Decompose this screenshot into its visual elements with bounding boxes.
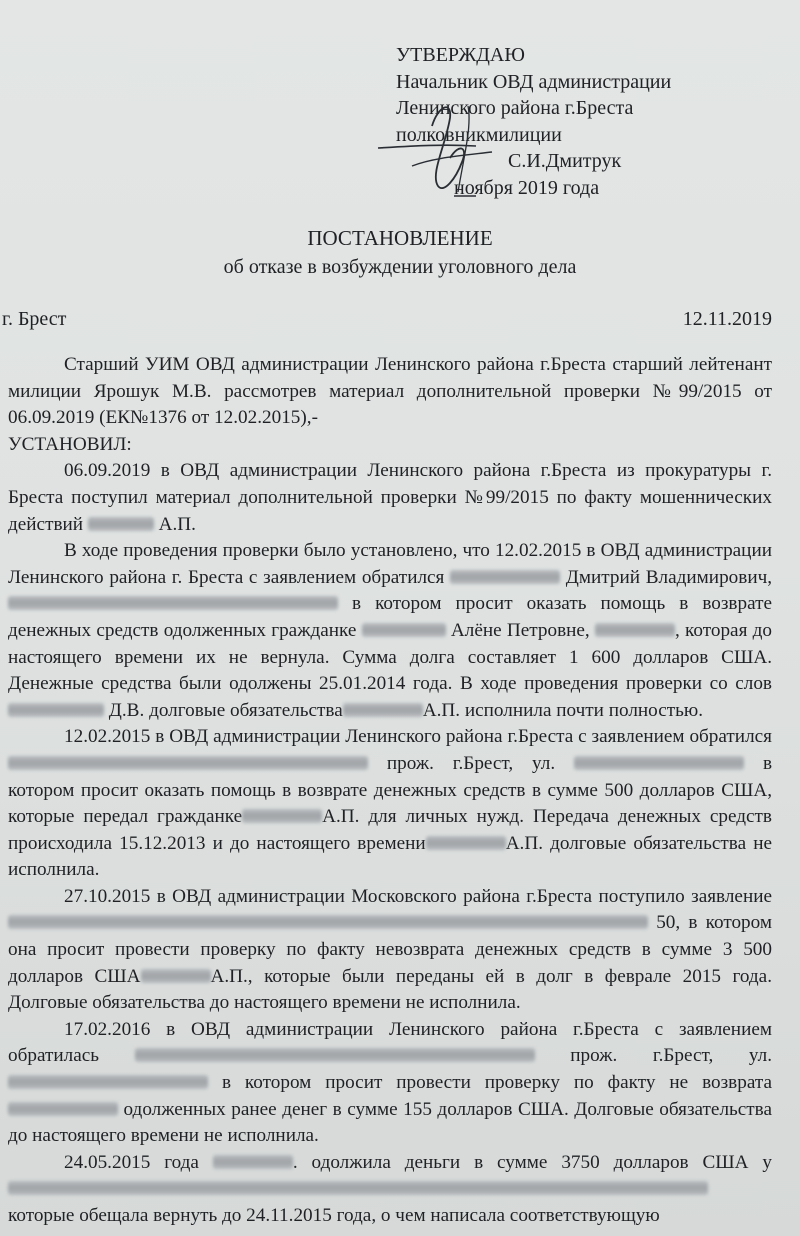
redacted-address <box>8 596 338 610</box>
paragraph-4: 27.10.2015 в ОВД администрации Московского района г.Бреста поступило заявление 50, в котором она просит провести проверку по факту невозврата денежных средств в сумме 3 500 долларов США А.П., которые были переданы ей в долг в феврале 2015 года. Долговые обязательства до настоящего времени не исполнила. <box>8 885 773 1014</box>
paragraph-2: В ходе проведения проверки было установлено, что 12.02.2015 в ОВД администрации Ленинского района г. Бреста с заявлением обратился Дмитрий Владимирович, в котором просит оказать помощь в возврате денежных средств одолженных гражданке Алёне Петровне, , которая до настоящего времени их не вернула. Сумма долга составляет 1 600 долларов США. Денежные средства были одолжены 25.01.2014 года. В ходе проведения проверки со слов Д.В. долговые обязательства А.П. исполнила почти полностью. <box>8 540 773 721</box>
redacted-address <box>574 756 744 770</box>
redacted-name <box>8 1181 708 1195</box>
approval-line: Ленинского района г.Бреста <box>396 97 634 119</box>
redacted-name <box>242 809 322 823</box>
redacted-name <box>450 570 560 584</box>
document-subtitle: об отказе в возбуждении уголовного дела <box>223 256 577 278</box>
redacted-name <box>88 517 154 531</box>
document-date: 12.11.2019 <box>682 308 772 330</box>
approval-line: полковникмилиции <box>396 123 562 146</box>
redacted-name <box>141 969 211 983</box>
document-place: г. Брест <box>2 308 67 330</box>
paragraph-5: 17.02.2016 в ОВД администрации Ленинского района г.Бреста с заявлением обратилась прож. г.Брест, ул. в котором просит провести проверку по факту не возврата одолженных ранее денег в сумме 155 долларов США. Долговые обязательства до настоящего времени не исполнила. <box>8 1018 772 1147</box>
redacted-name <box>8 703 104 717</box>
intro-paragraph: Старший УИМ ОВД администрации Ленинского района г.Бреста старший лейтенант милиции Ярошук М.В. рассмотрев материал дополнительной проверки №99/2015 от 06.09.2019 (ЕК№1376 от 12.02.2015),- <box>8 354 772 429</box>
handwritten-signature <box>372 96 512 204</box>
redacted-name <box>8 756 368 770</box>
paragraph-3: 12.02.2015 в ОВД администрации Ленинского района г.Бреста с заявлением обратился прож. г.Брест, ул. в котором просит оказать помощь в возврате денежных средств в сумме 500 долларов США, которые передал гражданке А.П. для личных нужд. Передача денежных средств происходила 15.12.2013 и до настоящего времени А.П. долговые обязательства не исполнила. <box>8 726 773 881</box>
established-heading: УСТАНОВИЛ: <box>8 433 132 455</box>
redacted-name <box>8 1102 118 1116</box>
approval-heading: УТВЕРЖДАЮ <box>396 44 525 66</box>
redacted-name <box>362 623 446 637</box>
document-body <box>8 352 772 1230</box>
redacted-name-address <box>8 915 648 929</box>
document-title: ПОСТАНОВЛЕНИЕ <box>307 226 493 250</box>
approval-signatory: С.И.Дмитрук <box>508 150 622 172</box>
redacted-address <box>8 1075 208 1089</box>
approval-line: Начальник ОВД администрации <box>396 70 672 93</box>
paragraph-1: 06.09.2019 в ОВД администрации Ленинского района г.Бреста из прокуратуры г. Бреста поступил материал дополнительной проверки №99/2015 по факту мошеннических действий А.П. <box>8 460 772 535</box>
redacted-name <box>426 836 506 850</box>
redacted-address <box>595 623 675 637</box>
paragraph-6: 24.05.2015 года . одолжила деньги в сумме 3750 долларов США у которые обещала вернуть до 24.11.2015 года, о чем написала соответствующую <box>8 1151 772 1226</box>
redacted-name <box>135 1048 535 1062</box>
redacted-name <box>343 703 423 717</box>
redacted-name <box>213 1155 293 1169</box>
approval-date: ноября 2019 года <box>454 176 600 199</box>
